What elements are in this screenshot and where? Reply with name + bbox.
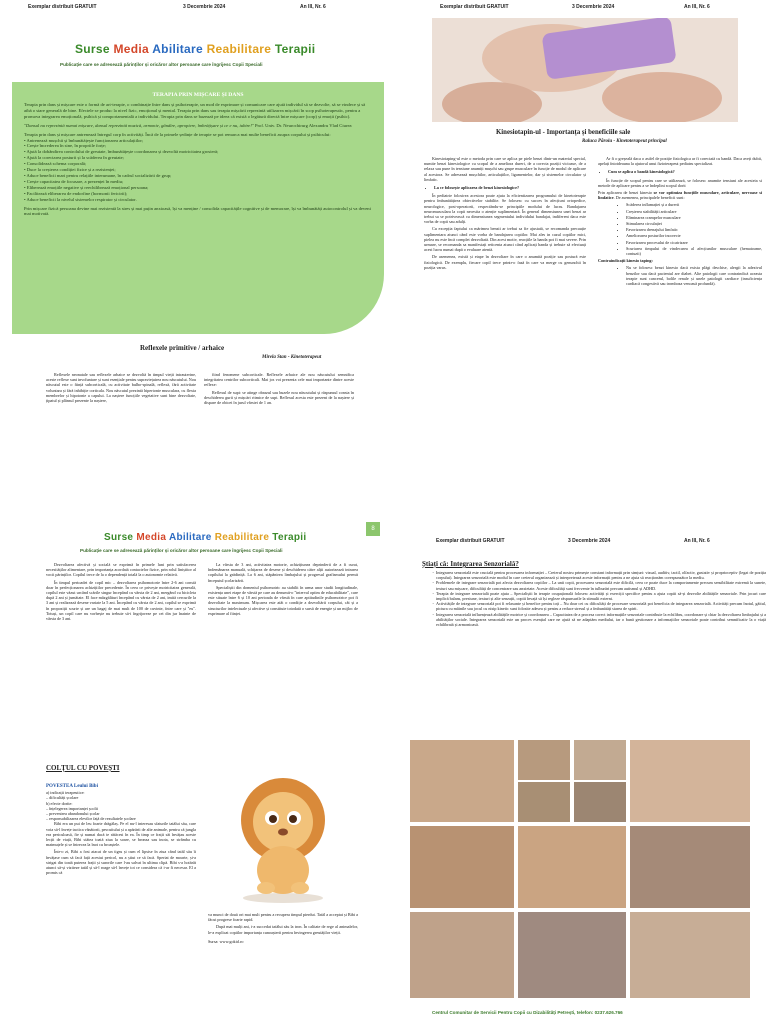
photo-tile: [410, 912, 514, 998]
dance-therapy-title: TERAPIA PRIN MIȘCARE ȘI DANS: [152, 92, 244, 98]
header-distrib: Exemplar distribuit GRATUIT: [440, 4, 509, 10]
photo-tile: [574, 782, 626, 822]
story-indication-line: – înțelegerea importanței școlii: [46, 805, 98, 811]
sensory-fact-item: - Problemele de integrare senzorială pot afecta dezvoltarea copiilor – La unii copii, procesarea senzorială este dificilă, ceea ce poate duce la comportamente precum sensibilitate extremă la sunete, texturi sau mișcare, dificultăți de concentrare sau anxietate. Aceste dificultăți sunt frecvente în tulburări precum autismul și ADHD.: [436, 580, 766, 590]
kinesio-column-1: [424, 156, 586, 272]
story-indication-line: – prevenirea abandonului școlar: [46, 811, 100, 817]
dance-benefit-item: • Antrenează mușchii și îmbunătățește funcționarea articulațiilor;: [24, 138, 372, 144]
dance-benefit-item: • Ajută la corectarea posturii și la scăderea în greutate;: [24, 155, 372, 161]
dance-quote: [24, 123, 372, 129]
photo-tile: [410, 826, 514, 908]
story-column-1: [46, 784, 196, 877]
masthead-word: Reabilitare: [206, 42, 272, 56]
kinesio-benefit-item: • Stimularea circulației: [626, 221, 762, 226]
reflex-paragraph: fiind fenomene subcorticale. Reflexele arhaice ale nou născutului semnifica integritatea centrilor subcorticali. Mai jos voi prezenta cele mai importante dintre aceste reflexe:: [204, 372, 354, 388]
photo-tile: [630, 826, 750, 908]
header-date: 3 Decembrie 2024: [568, 538, 611, 544]
photo-tile: [574, 740, 626, 780]
kinesio-question: • La ce folosește aplicarea de benzi kinesiologice?: [434, 185, 586, 190]
dance-benefit-item: • Consolidează schema corporală;: [24, 161, 372, 167]
kinesio-benefit-item: • Scăderea inflamației și a durerii: [626, 202, 762, 207]
kinesio-text: Prin aplicarea de benzi kinesio: [598, 190, 654, 196]
masthead-word: Reabilitare: [214, 532, 270, 543]
kinesio-column-2: [598, 156, 762, 288]
masthead-word: Surse: [104, 532, 134, 543]
kinesio-paragraph: În pediatrie folosirea acestora poate ajuta la eficientizarea programului de kinetoterapie pentru îmbunătățirea obiectivelor stabilite. Se folosesc cu succes în afecțiuni ortopedice, neurologice, post-operatorii, respectându-se principiile modului de lucru. Bandajarea neuromusculara la copii necesita o atenție suplimentară. În general dimensiunea unei benzi ar trebui sa se potrivească cu dimensiunea segmentului individului bandajat, indiferent daca este vorba de copii sau adulți.: [424, 193, 586, 225]
masthead-title: [75, 42, 365, 56]
kinesio-photo-illustration: [432, 18, 738, 122]
kinesio-paragraph: De asemenea, există și etape în dezvoltare în care o anumită poziție sau postură este fiziologică. De exemplu, fiecare copil trece printr-o fază în care va merge cu genunchii în poziția varus.: [424, 254, 586, 270]
sensory-fact-item: - Activitățile de integrare senzorială pot fi relaxante și benefice pentru toți – Nu doar cei cu dificultăți de procesare senzorială pot beneficia de integrarea senzorială. Activități precum înotul, găitul, pictura cu mâinile sau jocul cu nisip kinetic sunt folosite adesea și pentru a reduce stresul și a îmbunătăți starea de spirit.: [436, 601, 766, 611]
development-paragraph: Dezvoltarea afectivă și socială se exprimă în primele luni prin satisfacerea necesităților alimentare, prin importanța acordată contactelor fizice, prin rolul liniștitor al vocii părinților. Copilul trece de la o dependență totală la o autonomie relativă.: [46, 562, 196, 578]
dance-paragraph: Terapia prin dans și mișcare antrenează întregul corp în activități. Încă de la primele ședințe de terapie se pot remarca mai multe beneficii asupra corpului și psihicului:: [24, 131, 331, 137]
dance-paragraph: Prin mișcare fizică persoana devine mai rezistentă la stres și mai puțin anxioasă, își va menține / consolida capacitățile cognitive și de memorare, își va îmbunătăți autocontrolul și va deveni mai motivată.: [24, 205, 371, 217]
masthead-word: Terapii: [272, 532, 307, 543]
dance-benefit-item: • Crește încrederea în sine, în propriile forțe;: [24, 143, 372, 149]
photo-tile: [518, 826, 626, 908]
sensory-fact-item: - Integrarea senzorială influențează abilitățile motrice și coordonarea – Capacitatea de a procesa corect informațiile senzoriale contribuie la echilibru, coordonare și chiar la dezvoltarea limbajului și a abilităților sociale. Integrarea senzorială este un proces esențial care ne ajută să ne adaptăm mediului, iar o bună gestionare a informațiilor senzoriale poate contribui semnificativ la o viață echilibrată și armonioasă.: [436, 612, 766, 628]
kinesio-photo: [432, 18, 738, 122]
page-2: [392, 0, 784, 512]
kinesio-text-bold: se vor optimiza funcțiile musculare, articulare, nervoase si limfatice: [598, 190, 762, 201]
header-issue: An III, Nr. 6: [684, 4, 710, 10]
header-date: 3 Decembrie 2024: [572, 4, 615, 10]
masthead-subtitle: Publicație care se adresează părinților și oricăror altor persoane care îngrijesc Copii Speciali: [60, 62, 263, 67]
photo-tile: [518, 740, 570, 780]
story-paragraph: Într-o zi, Bibi a fost atacat de un tigru și cum el lipsise în ziua când tatăl său îi învățase cum să facă față acestui pericol, nu a știut ce să facă. Speriat de moarte, și-a strigat din toată puterea frații și surorile care l-au salvat în ultima clipă. Bibi s-a hotărât atunci să-și viziteze tatăl și să-l roage să-l învețe tot ce considera că i-ar fi necesar. El a promis că: [46, 849, 196, 876]
kinesio-author: Raluca Păroiu - Kinetoterapeut principal: [582, 139, 667, 144]
dance-benefit-item: • Eliberează emoțiile negative și reechilibrează emoțional persoana;: [24, 185, 372, 191]
kinesio-paragraph: [598, 190, 762, 200]
sensory-facts-list: [422, 570, 766, 627]
dance-benefit-item: • Aduce beneficii la nivelul sistemelor respirator și circulator.: [24, 197, 372, 203]
dance-benefit-item: • Facilitează eliberarea de endorfine (hormonii fericirii);: [24, 191, 372, 197]
kinesio-question-list: [598, 169, 762, 174]
header-distrib: Exemplar distribuit GRATUIT: [436, 538, 505, 544]
kinesio-paragraph: În funcție de scopul pentru care se utilizează, se folosesc anumite tensiuni ale acesteia si metode de aplicare pentru a se îndeplini scopul dorit: [598, 177, 762, 188]
page-4: [392, 512, 784, 1024]
kinesio-benefit-item: • Favorizarea procesului de cicatrizare: [626, 240, 762, 245]
kinesio-question: • Cum se aplica o bandă kinesiologică?: [608, 169, 762, 174]
masthead-word: Surse: [75, 42, 110, 56]
development-paragraph: La vârsta de 3 ani, activitatea motorie, achizițiunea deprinderii de a fi curat, îndemânarea manuală, schițarea de desene și deschiderea către alții autorizează intrarea copilului la grădiniță. La 6 ani, stăpânirea limbajului și progresul grafismului permit începutul școlarizării.: [208, 562, 358, 583]
kinesio-benefit-item: • Creșterea stabilității articulare: [626, 209, 762, 214]
masthead-subtitle: Publicație care se adresează părinților și oricăror altor persoane care îngrijesc Copii Speciali: [80, 548, 283, 553]
kinesio-benefit-item: • Ameliorarea posturilor incorecte: [626, 233, 762, 238]
kinesio-benefit-item: • Favorizarea drenajului limfatic: [626, 227, 762, 232]
sensory-title: Știați că: Integrarea Senzorială?: [422, 560, 519, 568]
photo-tile: [630, 912, 750, 998]
page-number: 8: [366, 522, 380, 536]
kinesio-question-list: [424, 185, 586, 190]
masthead-word: Media: [113, 42, 150, 56]
header-date: 3 Decembrie 2024: [183, 4, 226, 10]
story-paragraph: După mai mulți ani, i-a succedat tatălui său la tron. În calitate de rege al animalelor, le-a explicat copiilor importanța cunoașterii pentru învingerea greutăților vieții.: [208, 924, 358, 935]
masthead-title: [104, 532, 394, 543]
dance-paragraph: Terapia prin dans și mișcare este o formă de art-terapie, o combinație între dans și psihoterapie, un mod de exprimare și comunicare care ajută individul să se dezvolte, să se vindece și să aibă o stare generală de bine. Efectele se produc la nivel fizic, emoțional și mental. Terapia prin dans sau terapia mișcării reprezintă utilizarea mișcării în scop psihoterapeutic, pentru a promova integrarea emoțională, psihică și comportamentală a individului. Terapia prin dans se bazează pe ideea că există o legătură directă între mișcare (corp) și emoții (psihic).: [24, 102, 366, 119]
development-paragraph: Specialiștii din domeniul psihomotric au stabilit în urma unor studii longitudinale, existența unei etape de vârstă pe care au denumit-o "interval optim de educabilitate", care este situate între 6 și 10 ani perioada de vârstă în care aptitudinile psihomotrice pot fi dezvoltate la maximum. Mișcarea este atât o condiție a dezvoltării corpului, cât și a structurilor intelectuale și afective și constituie totodată o sursă de energie și un mijloc de exprimare al ființei.: [208, 584, 358, 616]
masthead-word: Media: [136, 532, 167, 543]
kinesio-paragraph: Cu excepția faptului ca mărimea benzii ar trebui sa fie ajustată, se recomanda precauție suplimentara atunci când este vorba de bandajarea copiilor. Mai ales in cazul copiilor mici, pielea nu este încă complet dezvoltată. Din acest motiv, reacțiile la banda pot fi mai severe. Prin urmare, se recomanda sa manifestați reticenta atunci când aplicați banda și trebuie să efectuați acest lucru numai după o evaluare atentă.: [424, 226, 586, 253]
masthead-word: Abilitare: [152, 42, 203, 56]
photo-tile: [630, 740, 750, 822]
dance-benefit-item: • Duce la creșterea condiției fizice și a rezistenței;: [24, 167, 372, 173]
photo-tile: [518, 782, 570, 822]
story-paragraph: va munci de două ori mai mult pentru a recupera timpul pierdut. Tatăl a acceptat și Bibi a făcut progrese foarte rapid.: [208, 912, 358, 923]
story-title: POVESTEA Leului Bibi: [46, 784, 98, 789]
kinesio-benefits-list: [598, 202, 762, 256]
center-contact: Centrul Comunitar de Servicii Pentru Copii cu Dizabilități Petrești, telefon: 0237.626.766: [432, 1010, 623, 1015]
sensory-fact-item: - Integrarea senzorială este crucială pentru procesarea informației – Creierul nostru primește constant informații prin simțuri: vizual, auditiv, tactil, olfactiv, gustativ și proprioceptiv (legat de poziția corpului). Integrarea senzorială este modul în care creierul organizează și interpretează aceste informații pentru a ne ajuta să reacționăm corespunzător la mediu.: [436, 570, 766, 580]
kinesio-paragraph: Ar fi o greșeală daca o astfel de poziție fiziologica ar fi corectată cu bandă. Daca aveți dubii, apelați întotdeauna la ajutorul unui fizioterapeut pediatru specializat.: [598, 156, 762, 167]
story-indication-line: b) efecte dorite:: [46, 800, 73, 806]
photo-tile: [410, 740, 514, 822]
page-3: [0, 512, 392, 1024]
kinesio-text: . De asemenea, principalele beneficii sunt:: [613, 195, 685, 201]
header-distrib: Exemplar distribuit GRATUIT: [28, 4, 97, 10]
dance-benefit-item: • Crește capacitatea de focusare, a prezenței în mediu;: [24, 179, 372, 185]
kinesio-title: Kinesiotapin-ul - Importanța și beneficiile sale: [496, 129, 631, 136]
kinesio-benefit-item: • Eliminarea crampelor musculare: [626, 215, 762, 220]
page-header: [392, 4, 784, 14]
reflex-title: Reflexele primitive / arhaice: [140, 344, 225, 352]
dance-benefit-item: • Aduce beneficii mari pentru relațiile interumane, în cadrul socializării de grup;: [24, 173, 372, 179]
kinesio-paragraph: Kinesiotaping-ul este o metoda prin care se aplica pe piele benzi dintr-un material special, numite benzi kinesiologice cu scopul de a ameliora dureri, de a corecta poziții vicioase, de a relaxa sau pune în tensiune anumiți mușchi sau grupe musculare în funcție de modul de aplicare al acestora. Se adresează mușchilor, articulațiilor, ligamentelor, dar și sistemelor circulator și limfatic.: [424, 156, 586, 182]
photo-tile: [518, 912, 626, 998]
development-column-2: [208, 562, 358, 618]
story-indications: [46, 790, 196, 821]
reflex-paragraph: Reflexele neonatale sau reflexele arhaice se dezvoltă în timpul vieții intrauterine, aceste reflexe sunt involuntare și sunt esențiale pentru supraviețuirea nou născutului. Nou născutul este o ființă subcorticală, cu activitate bulbo-spinală, reflexă, fără activitate voluntara și fără inhibiție corticala. Nou născutul prezintă hipertonie musculara, cu flexia membrelor și hipotonie a capului. La naștere funcțiile vegetative sunt bine dezvoltate, țipatul și plânsul prezente la naștere,: [46, 372, 197, 404]
header-issue: An III, Nr. 6: [684, 538, 710, 544]
reflex-column-2: [204, 372, 354, 407]
story-corner-title: COLȚUL CU POVEȘTI: [46, 764, 120, 772]
header-issue: An III, Nr. 6: [300, 4, 326, 10]
masthead-word: Abilitare: [168, 532, 212, 543]
development-paragraph: În timpul perioadei de copil mic – dezvoltarea psihomotorie între 2-6 ani constă doar în perfecționarea achizițiilor precedente. În ceea ce privește motricitatea generală, copilul este văzut urcând scările singur începând cu vârsta de 2 ani, mergând cu bicicleta după 2 ani și jumătate. El face mâzgălituri începând cu vârsta de 2 ani, imită cercurile la 3 ani și realizează desene variate la 5 ani. Începând cu vârsta de 2 ani, copilul se exprimă în propoziții scurte și are un bagaj de mai mult de 100 de cuvinte, între care și "eu". Totuși, un copil care nu vorbește nu trebuie să-i îngrijoreze pe cei din jur înainte de vârsta de 3 ani.: [46, 579, 196, 622]
dance-benefits-list: [24, 138, 372, 203]
contra-title: Contraindicații kinesio taping:: [598, 258, 653, 264]
sensory-fact-item: - Terapia de integrare senzorială poate ajuta – Specialiștii în terapie ocupațională folosesc activități și exerciții specifice pentru a ajuta copiii să-și dezvolte abilitățile senzoriale. Prin jocuri care implică balans, presiune, texturi și alte senzații, copiii învață să își regleze răspunsurile la stimulii externi.: [436, 591, 766, 601]
kinesio-benefit-item: • Scurtarea timpului de vindecarea al afecțiunilor musculare (hematoame, contuzii): [626, 246, 762, 256]
story-column-2: [208, 912, 358, 946]
page-header: [0, 4, 392, 14]
dance-therapy-box: [12, 82, 384, 334]
contra-list: [598, 265, 762, 286]
reflex-column-1: [46, 372, 196, 405]
story-indication-line: – responsabilizarea elevilor față de rezultatele școlare: [46, 816, 136, 822]
story-paragraph: Bibi era un pui de leu foarte drăgălaș. Pe el nu-l interesau sfaturile tatălui său, care voia să-l învețe tactica vânătorii, pescuitului și a apărării de alte animale, pentru că jungla era periculoasă, fie și numai dacă te rătăcesi în ea. În timp ce frații săi învățau aceste lecții de viață, Bibi stătea toată ziua la soare, se bronza sau inota, se strâmba cu maimuțele și se întrecea la înot cu broaștele.: [46, 821, 196, 848]
contra-item: • Nu se folosesc benzi kinesio dacă exista plăgi deschise, alergii la adezivul benzilor sau dacă pacientul are diabet. Alte patologii care contraindică aceasta terapie sunt cancerul, bolile renale și unele patologii cardiace (insuficiența cardiacă congestivă sau tromboza venoasă profundă).: [626, 265, 762, 286]
page-1: [0, 0, 392, 512]
page-header: [392, 538, 784, 548]
reflex-paragraph: Reflexul de supt: se atinge obrazul sau buzele nou născutului și răspunsul consta în deschiderea gurii și mișcări ritmice de supt. Reflexul acesta este prezent de la naștere și dispare de obicei în jurul vârstei de 1 an.: [204, 389, 354, 406]
dance-benefit-item: • Ajută la dobândirea controlului de greutate, îmbunătățește coordonarea și dezvoltă motricitatea grosieră;: [24, 149, 372, 155]
story-source: Sursa: www.gokid.ro: [208, 938, 244, 944]
development-column-1: [46, 562, 196, 623]
lion-cub-illustration: [218, 770, 348, 905]
story-indication-line: a) indicații terapeutice:: [46, 790, 85, 796]
dance-quote-author: Prof. Univ. Dr. Neurochirurg Alexandru Vlad Ciurea: [254, 122, 352, 128]
dance-quote-text: "Dansul nu reprezintă numai mișcare, dansul reprezintă muzică, armonie, gândire, apropiere, îmbrățișare și ce e nu, iubire!": [24, 122, 254, 128]
photo-collage: [410, 740, 750, 998]
reflex-author: Mirela Stan - Kinetoterapeut: [262, 355, 322, 360]
story-indication-line: – dificultăți școlare: [46, 795, 79, 801]
masthead-word: Terapii: [274, 42, 316, 56]
